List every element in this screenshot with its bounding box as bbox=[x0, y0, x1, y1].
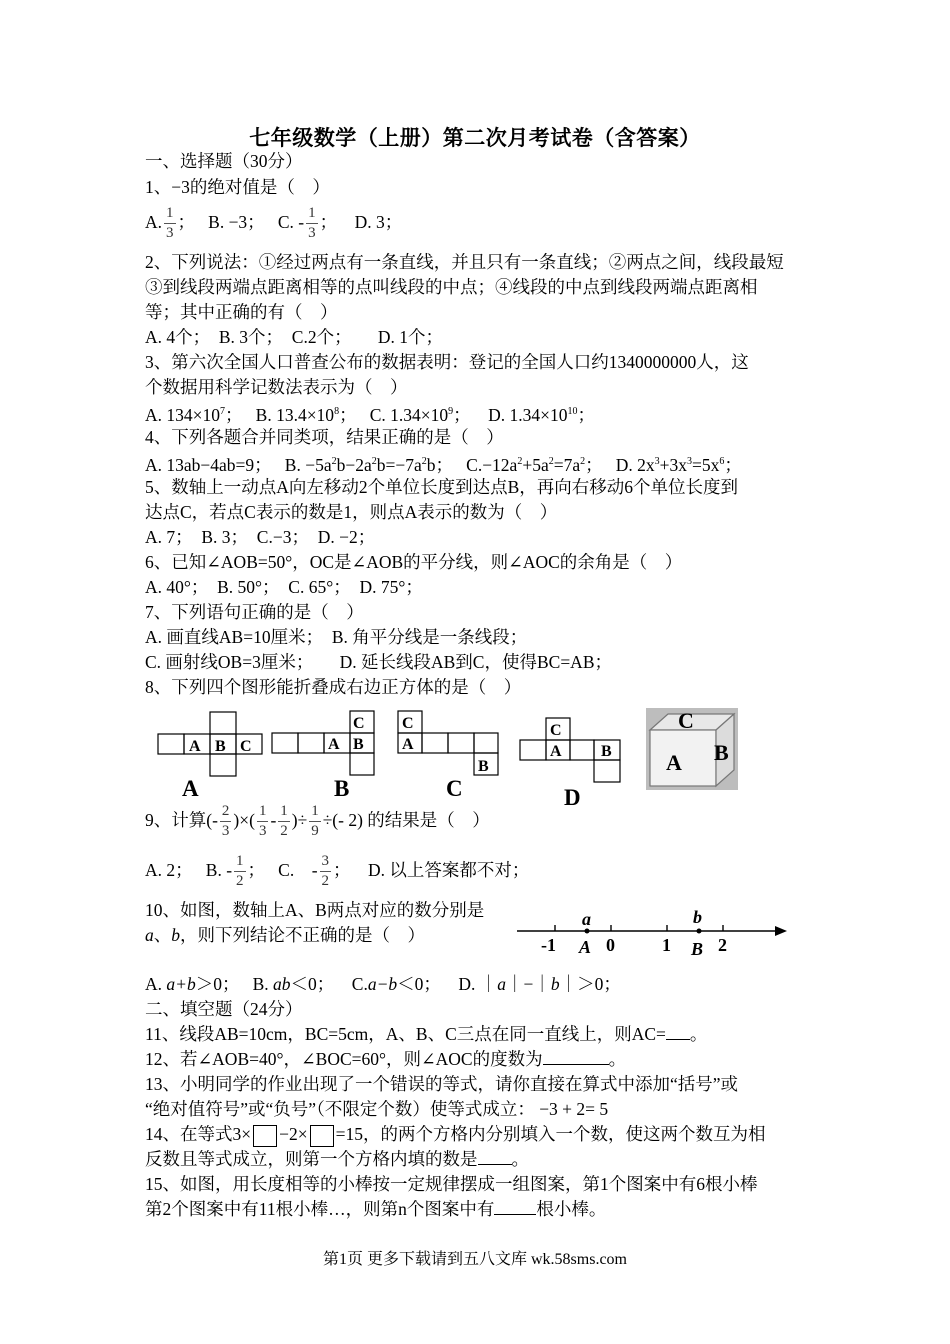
answer-blank[interactable] bbox=[478, 1148, 512, 1165]
fraction: $\frac{1}{3}$ bbox=[308, 205, 316, 242]
answer-box[interactable] bbox=[310, 1125, 334, 1147]
net-c-cell: C bbox=[402, 715, 414, 732]
question-8-stem: 8、下列四个图形能折叠成右边正方体的是（ ） bbox=[145, 677, 522, 697]
question-14-line: 14、在等式3× −2× =15，的两个方格内分别填入一个数，使这两个数互为相 bbox=[145, 1123, 766, 1147]
question-2-options: A. 4个； B. 3个； C.2个； D. 1个； bbox=[145, 327, 443, 347]
question-4-stem: 4、下列各题合并同类项，结果正确的是（ ） bbox=[145, 427, 504, 447]
question-12: 12、若∠AOB=40°，∠BOC=60°，则∠AOC的度数为 。 bbox=[145, 1049, 627, 1069]
question-15-line: 第2个图案中有11根小棒…，则第n个图案中有 根小棒。 bbox=[145, 1199, 607, 1219]
net-label-a: A bbox=[182, 776, 199, 801]
fraction: $\frac{1}{2}$ bbox=[280, 803, 288, 840]
tick-label: 0 bbox=[606, 935, 615, 955]
question-2-line: 2、下列说法：①经过两点有一条直线，并且只有一条直线；②两点之间，线段最短 bbox=[145, 252, 784, 272]
section-heading: 二、填空题（24分） bbox=[145, 999, 303, 1019]
tick-label: 2 bbox=[718, 935, 727, 955]
cube-face-a: A bbox=[666, 750, 682, 775]
cube-illustration bbox=[646, 708, 738, 790]
question-13-line: “绝对值符号”或“负号”（不限定个数）使等式成立： −3 + 2= 5 bbox=[145, 1099, 609, 1119]
question-14-line: 反数且等式成立，则第一个方格内填的数是 。 bbox=[145, 1149, 529, 1169]
page-title: 七年级数学（上册）第二次月考试卷（含答案） bbox=[249, 126, 701, 150]
net-a-cell: A bbox=[189, 738, 201, 755]
question-1-options: A. $\frac{1}{3}$ ； B. −3； C. - $\frac{1}{3}$ ； D. 3； bbox=[145, 205, 403, 242]
net-a-cell: B bbox=[215, 738, 226, 755]
question-13-line: 13、小明同学的作业出现了一个错误的等式，请你直接在算式中添加“括号”或 bbox=[145, 1074, 739, 1094]
question-5-line: 5、数轴上一动点A向左移动2个单位长度到达点B，再向右移动6个单位长度到 bbox=[145, 477, 739, 497]
tick-label: -1 bbox=[541, 935, 556, 955]
net-a-cell: C bbox=[240, 738, 252, 755]
net-d-cell: A bbox=[550, 743, 562, 760]
net-label-c: C bbox=[446, 776, 463, 801]
fraction: $\frac{1}{3}$ bbox=[258, 803, 267, 840]
net-c-cell: A bbox=[402, 736, 414, 753]
question-9-options: A. 2； B. - $\frac{1}{2}$ ； C. - $\frac{3}{2}$ ； D. 以上答案都不对； bbox=[145, 853, 530, 890]
net-d-cell: C bbox=[550, 722, 562, 739]
fraction: $\frac{1}{9}$ bbox=[311, 803, 319, 840]
question-10-line: 10、如图，数轴上A、B两点对应的数分别是 bbox=[145, 900, 485, 920]
net-label-d: D bbox=[564, 785, 581, 810]
answer-blank[interactable] bbox=[543, 1048, 609, 1065]
question-7-stem: 7、下列语句正确的是（ ） bbox=[145, 602, 364, 622]
tick-label: 1 bbox=[662, 935, 671, 955]
section-heading: 一、选择题（30分） bbox=[145, 151, 303, 171]
number-line-figure bbox=[515, 903, 795, 963]
answer-blank[interactable] bbox=[666, 1023, 690, 1040]
question-1-stem: 1、−3的绝对值是（ ） bbox=[145, 177, 330, 197]
question-5-options: A. 7； B. 3； C.−3； D. −2； bbox=[145, 527, 376, 547]
question-7-options: C. 画射线OB=3厘米； D. 延长线段AB到C，使得BC=AB； bbox=[145, 652, 612, 672]
fraction: $\frac{2}{3}$ bbox=[221, 803, 230, 840]
question-5-line: 达点C，若点C表示的数是1，则点A表示的数为（ ） bbox=[145, 502, 558, 522]
fraction: $\frac{1}{2}$ bbox=[236, 853, 244, 890]
axis-var-b: b bbox=[693, 907, 702, 927]
answer-blank[interactable] bbox=[494, 1198, 536, 1215]
page-footer: 第1页 更多下载请到五八文库 wk.58sms.com bbox=[322, 1251, 627, 1268]
net-d-cell: B bbox=[601, 743, 612, 760]
cube-face-b: B bbox=[714, 740, 729, 765]
point-label-b: B bbox=[691, 939, 704, 959]
point-label-a: A bbox=[579, 937, 592, 957]
fraction: $\frac{1}{3}$ bbox=[166, 205, 174, 242]
question-3-line: 3、第六次全国人口普查公布的数据表明：登记的全国人口约1340000000人，这 bbox=[145, 352, 749, 372]
question-9-stem: 9、计算(- $\frac{2}{3}$ )×( $\frac{1}{3}$ - $\frac{1}{2}$ )÷ $\frac{1}{9}$ ÷(- 2) 的结果是（ ） bbox=[145, 803, 490, 840]
net-b-cell: A bbox=[328, 736, 340, 753]
question-2-line: 等；其中正确的有（ ） bbox=[145, 302, 338, 322]
question-6-options: A. 40°； B. 50°； C. 65°； D. 75°； bbox=[145, 577, 423, 597]
question-6-stem: 6、已知∠AOB=50°，OC是∠AOB的平分线，则∠AOC的余角是（ ） bbox=[145, 552, 683, 572]
question-3-options: A. $134\times 10^7$； B. $13.4\times 10^8$； C. $1.34\times 10^9$； D. $1.34\times 10^{10}$； bbox=[145, 404, 595, 425]
cube-nets-figure bbox=[150, 700, 750, 810]
axis-var-a: a bbox=[582, 909, 591, 929]
question-4-options: A. 13ab−4ab=9； B. $-5a^2b-2a^2b=-7a^2b$； $C.-12a^2+5a^2=7a^2$； D. $2x^3+3x^3=5x^6$； bbox=[145, 454, 742, 475]
question-15-line: 15、如图，用长度相等的小棒按一定规律摆成一组图案，第1个图案中有6根小棒 bbox=[145, 1174, 758, 1194]
question-2-line: ③到线段两端点距离相等的点叫线段的中点；④线段的中点到线段两端点距离相 bbox=[145, 277, 758, 297]
net-b-cell: B bbox=[353, 736, 364, 753]
question-3-line: 个数据用科学记数法表示为（ ） bbox=[145, 377, 408, 397]
fraction: $\frac{3}{2}$ bbox=[321, 853, 330, 890]
net-b-cell: C bbox=[353, 715, 365, 732]
question-10-options: A. a+b＞0； B. ab＜0； C.a−b＜0； D. ｜a｜−｜b｜＞0； bbox=[145, 974, 621, 994]
answer-box[interactable] bbox=[253, 1125, 277, 1147]
cube-face-c: C bbox=[678, 708, 694, 733]
net-c-cell: B bbox=[478, 758, 489, 775]
question-11: 11、线段AB=10cm，BC=5cm，A、B、C三点在同一直线上，则AC= 。 bbox=[145, 1024, 708, 1044]
net-label-b: B bbox=[334, 776, 350, 801]
question-7-options: A. 画直线AB=10厘米； B. 角平分线是一条线段； bbox=[145, 627, 528, 647]
question-10-line: a、b，则下列结论不正确的是（ ） bbox=[145, 925, 425, 945]
